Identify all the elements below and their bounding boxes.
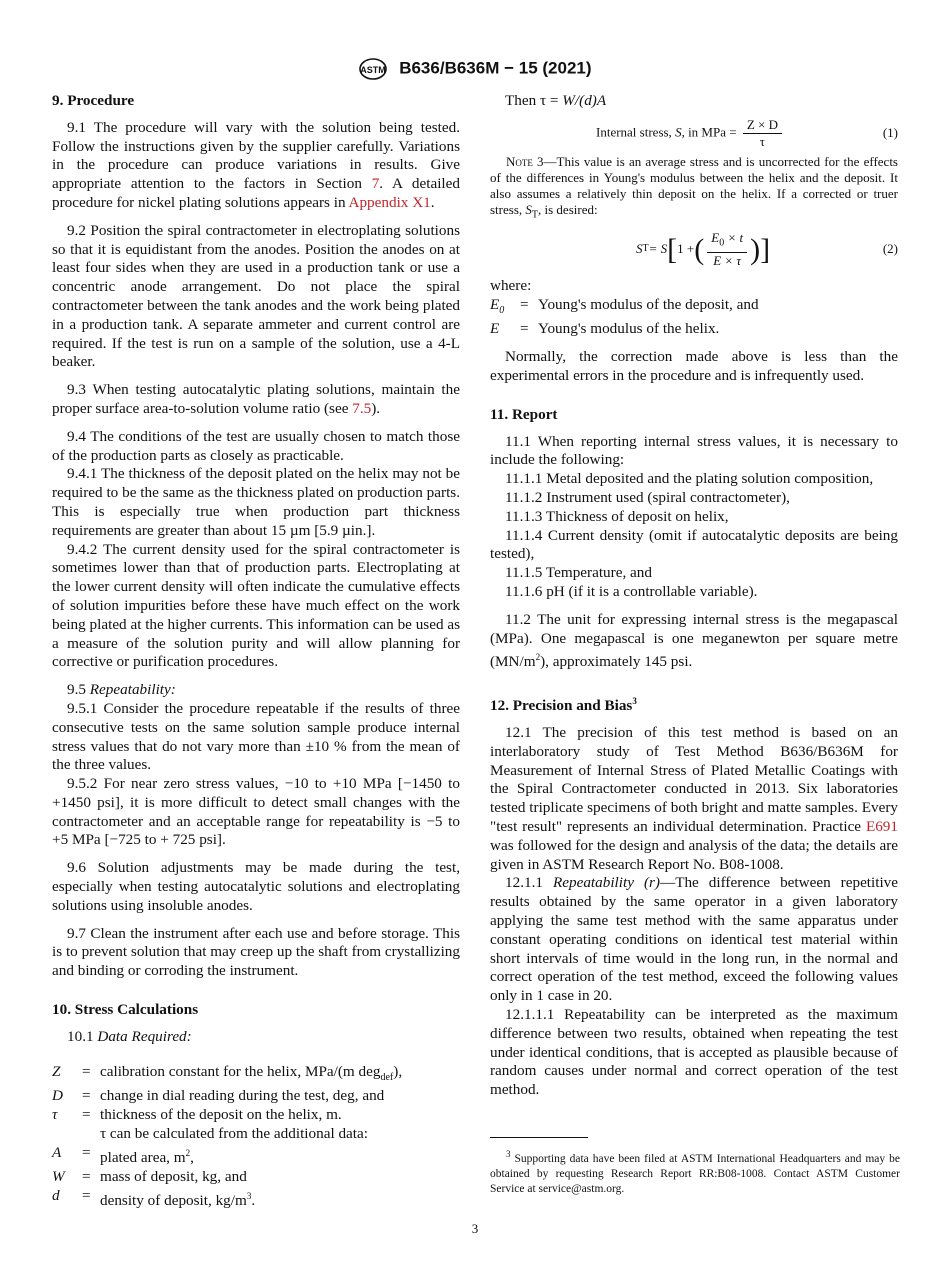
definition-row: D = change in dial reading during the test, deg, and xyxy=(52,1087,385,1105)
where-label: where: xyxy=(490,276,532,294)
report-item: 11.1.3 Thickness of deposit on helix, xyxy=(505,507,729,525)
para-11-2: 11.2 The unit for expressing internal stress is the megapascal (MPa). One megapascal is one meganewton per square metre $(MN/m^2)$, approximately 145 psi. xyxy=(490,610,898,671)
report-item: 11.1.1 Metal deposited and the plating solution composition, xyxy=(505,470,874,488)
right-column xyxy=(490,92,898,1100)
definition-row: W = mass of deposit, kg, and xyxy=(52,1167,247,1185)
astm-logo-icon xyxy=(358,58,388,80)
para-10-1: 10.1 Data Required: xyxy=(67,1027,192,1045)
section-7-link[interactable]: 7 xyxy=(371,175,380,193)
para-9-5-1: 9.5.1 Consider the procedure repeatable if the results of three consecutive tests on the same solution sample produce internal stress values that do not vary more than ±10 % from the mean of the three values. xyxy=(52,699,460,774)
para-9-1: 9.1 The procedure will vary with the solution being tested. Follow the instructions given by the supplier carefully. Variations in the procedure can produce variations in results. Give appropriate attention to the factors in Section 7. A detailed procedure for nickel plating solutions appears in Appendix X1. xyxy=(52,118,460,211)
definition-list-1 xyxy=(52,1063,460,1211)
page-number: 3 xyxy=(471,1221,479,1236)
report-item: 11.1.4 Current density (omit if autocatalytic deposits are being tested), xyxy=(490,526,898,563)
report-item: 11.1.2 Instrument used (spiral contractometer), xyxy=(505,489,790,506)
left-column xyxy=(52,92,460,1210)
para-11-1: 11.1 When reporting internal stress values, it is necessary to include the following: xyxy=(490,432,898,469)
para-9-5-2: 9.5.2 For near zero stress values, −10 to +10 MPa [−1450 to +1450 psi], it is more difficult to detect small changes with the contractometer and an acceptable range for repeatability is −5 to +5 MPa [−725 to + 725 psi]. xyxy=(52,775,460,849)
page-header xyxy=(0,58,950,80)
para-normally: Normally, the correction made above is less than the experimental errors in the procedure and is infrequently used. xyxy=(490,348,898,385)
report-item: 11.1.6 pH (if it is a controllable variable). xyxy=(505,582,758,600)
section-7-5-link[interactable]: 7.5 xyxy=(352,399,372,417)
document-title: B636/B636M − 15 (2021) xyxy=(399,58,592,78)
equation-1-number: (1) xyxy=(882,124,898,140)
footnote-3: $^3$ Supporting data have been filed at ASTM International Headquarters and may be obtained by requesting Research Report RR:B08-1008. Contact ASTM Customer Service at service@astm.org. xyxy=(490,1149,900,1195)
note-3: Note 3—This value is an average stress and is uncorrected for the effects of the differences in Young's modulus between the helix and the deposit. It also assumes a relatively thin deposit on the helix. If a corrected or truer stress, $S_T$, is desired: xyxy=(490,153,898,221)
para-9-2: 9.2 Position the spiral contractometer in electroplating solutions so that it is equidistant from the anodes. Position the anodes on at least four sides when they are used in a production tank or use a concentric anode arrangement. Do not place the spiral contractometer between the tank anodes and the work being plated in a production tank. A separate ammeter and current control are required. If the test is run on a sample of the solution, use a 4-L beaker. xyxy=(52,221,460,371)
section-12-heading: 12. Precision and Bias$^3$ xyxy=(490,696,637,715)
tau-calc-note: τ can be calculated from the additional data: xyxy=(100,1125,368,1143)
para-9-6: 9.6 Solution adjustments may be made during the test, especially when testing autocatalytic solutions and electroplating solutions using insoluble anodes. xyxy=(52,859,460,914)
section-9-heading: 9. Procedure xyxy=(52,92,135,109)
footnote-divider xyxy=(490,1137,588,1138)
equation-2-number: (2) xyxy=(882,241,898,257)
definition-list-3 xyxy=(490,296,898,340)
para-12-1-1-1: 12.1.1.1 Repeatability can be interpreted as the maximum difference between two results, obtained when repeating the test under identical conditions, that is accepted as plausible because of random causes under normal and correct operation of the test method. xyxy=(490,1006,898,1099)
definition-row: d = density of deposit, $kg/m^3$. xyxy=(52,1186,256,1209)
para-9-7: 9.7 Clean the instrument after each use and before storage. This is to prevent solution that may creep up the shaft from crystallizing and binding or corroding the instrument. xyxy=(52,924,460,980)
para-9-3: 9.3 When testing autocatalytic plating solutions, maintain the proper surface area-to-solution volume ratio (see 7.5). xyxy=(52,381,460,417)
report-item: 11.1.5 Temperature, and xyxy=(505,564,652,582)
equation-1: Internal stress, S, in MPa = $\frac{Z \times D}{\tau}$ (1) xyxy=(596,116,898,149)
para-12-1-1: 12.1.1 Repeatability (r)—The difference between repetitive results obtained by the same operator in a given laboratory applying the same test method with the same apparatus under constant operating conditions on identical test material within short intervals of time would in the long run, in the normal and correct operation of the test method, exceed the following values only in 1 case in 20. xyxy=(490,874,899,1005)
para-9-5: 9.5 Repeatability: xyxy=(67,681,176,699)
section-11-heading: 11. Report xyxy=(490,405,558,423)
para-9-4: 9.4 The conditions of the test are usually chosen to match those of the production parts as closely as practicable. xyxy=(52,427,460,464)
then-tau-formula: Then τ = W/(d)A xyxy=(505,92,607,109)
definition-row: Z = calibration constant for the helix, MPa/(m deg$_{def}$), xyxy=(52,1062,403,1083)
definition-row: τ = thickness of the deposit on the helix, m. xyxy=(52,1106,342,1124)
equation-2: S T = S [ 1 + ( $\frac{E_0 \times t}{E \times \tau}$ ) ] (2) xyxy=(636,230,898,268)
svg-text:ASTM: ASTM xyxy=(360,65,387,75)
para-9-4-1: 9.4.1 The thickness of the deposit plated on the helix may not be required to be the same as the thickness plated on production parts. This is especially true when production part thickness requirements are greater than about 15 µm [5.9 µin.]. xyxy=(52,465,460,539)
definition-row: $E_0$ = Young's modulus of the deposit, and xyxy=(490,295,759,316)
e691-link[interactable]: E691 xyxy=(865,818,898,836)
definition-row: A = plated area, $m^2$, xyxy=(52,1143,194,1166)
para-12-1: 12.1 The precision of this test method is based on an interlaboratory study of Test Method B636/B636M for Measurement of Internal Stress of Plated Metallic Coatings with the Spiral Contractometer conducted in 2013. Six laboratories tested triplicate specimens of both bright and matte samples. Every "test result" represents an individual determination. Practice E691 was followed for the design and analysis of the data; the details are given in ASTM Research Report No. B08-1008. xyxy=(490,724,898,873)
section-10-heading: 10. Stress Calculations xyxy=(52,1001,199,1019)
appendix-x1-link[interactable]: Appendix X1 xyxy=(348,193,431,211)
definition-row: E = Young's modulus of the helix. xyxy=(490,320,720,338)
para-9-4-2: 9.4.2 The current density used for the spiral contractometer is sometimes lower than that of production parts. Electroplating at the lower current density will often indicate the cumulative effects of solution impurities before these have much effect on the work being plated at the higher currents. This information can be used as a measure of the solution purity and will allow planning for corrective or purification procedures. xyxy=(52,540,460,671)
